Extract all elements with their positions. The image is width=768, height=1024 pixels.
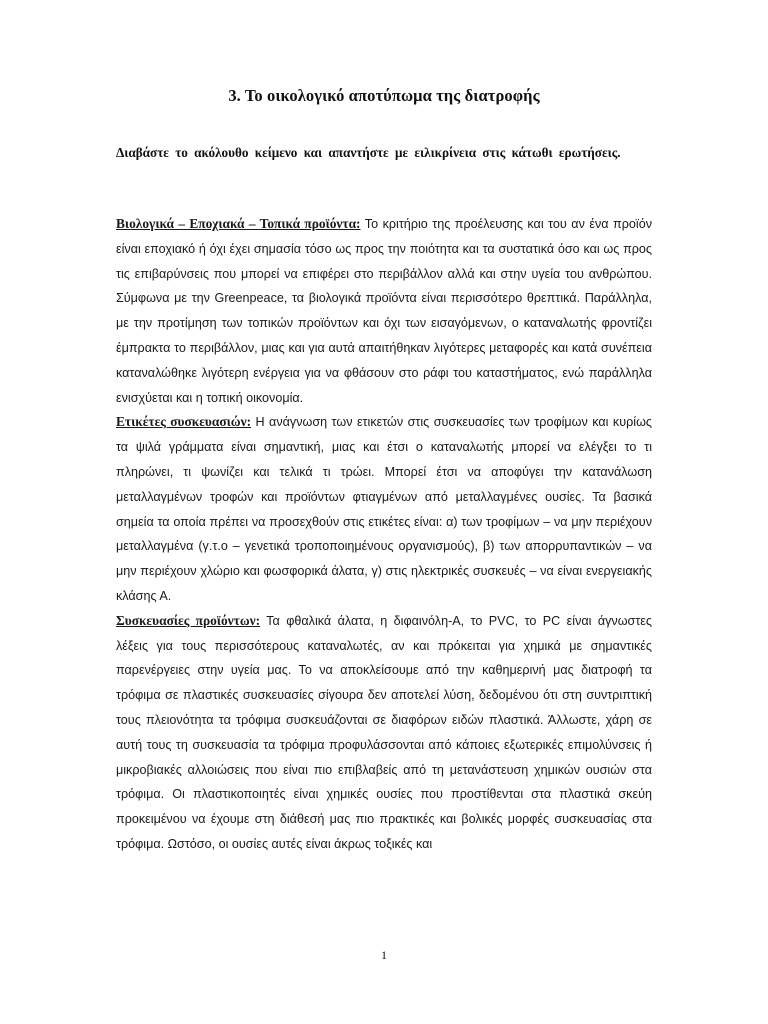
section-organic-products xyxy=(116,212,652,410)
intro-instruction: Διαβάστε το ακόλουθο κείμενο και απαντήστε με ειλικρίνεια στις κάτωθι ερωτήσεις. xyxy=(116,145,621,160)
section-heading: Βιολογικά – Εποχιακά – Τοπικά προϊόντα: xyxy=(116,216,361,231)
section-text: Τα φθαλικά άλατα, η διφαινόλη-Α, το PVC, το PC είναι άγνωστες λέξεις για τους περισσότερους καταναλωτές, αν και πρόκειται για χημικά με σημαντικές παρενέργειες στην υγεία μας. Το να αποκλείσουμε από την καθημερινή μας διατροφή τα τρόφιμα σε πλαστικές συσκευασίες σίγουρα δεν αποτελεί λύση, δεδομένου ότι στη συντριπτική τους πλειονότητα τα τρόφιμα συσκευάζονται σε διαφόρων ειδών πλαστικά. Άλλωστε, χάρη σε αυτή τους τη συσκευασία τα τρόφιμα προφυλάσσονται από κάποιες εξωτερικές επιμολύνσεις ή μικροβιακές αλλοιώσεις που είναι πιο επιβλαβείς από τη μετανάστευση χημικών ουσιών στα τρόφιμα. Οι πλαστικοποιητές είναι χημικές ουσίες που προστίθενται στα πλαστικά σκεύη προκειμένου να έχουμε στη διάθεσή μας πιο πρακτικές και βολικές μορφές συσκευασίας στα τρόφιμα. Ωστόσο, οι ουσίες αυτές είναι άκρως τοξικές και xyxy=(116,613,652,851)
page-title: 3. Το οικολογικό αποτύπωμα της διατροφής xyxy=(228,86,540,105)
section-package-labels xyxy=(116,410,652,608)
section-text: Το κριτήριο της προέλευσης και του αν ένα προϊόν είναι εποχιακό ή όχι έχει σημασία τόσο ως προς την ποιότητα και τα συστατικά όσο και ως προς τις επιβαρύνσεις που μπορεί να επιφέρει στο περιβάλλον αλλά και στην υγεία του ανθρώπου. Σύμφωνα με την Greenpeace, τα βιολογικά προϊόντα είναι περισσότερο θρεπτικά. Παράλληλα, με την προτίμηση των τοπικών προϊόντων και όχι των εισαγόμενων, ο καταναλωτής φροντίζει έμπρακτα το περιβάλλον, μιας και για αυτά απαιτήθηκαν λιγότερες μεταφορές και κατά συνέπεια καταναλώθηκε λιγότερη ενέργεια για να φθάσουν στο ράφι του καταστήματος, ενώ παράλληλα ενισχύεται και η τοπική οικονομία. xyxy=(116,217,653,405)
section-heading: Ετικέτες συσκευασιών: xyxy=(116,414,252,430)
page-number: 1 xyxy=(381,948,387,962)
document-body xyxy=(116,212,652,857)
section-text: Η ανάγνωση των ετικετών στις συσκευασίες των τροφίμων και κυρίως τα ψιλά γράμματα είναι σημαντική, μιας και έτσι ο καταναλωτής μπορεί να ελέγξει το τι πληρώνει, τι ψωνίζει και τελικά τι τρώει. Μπορεί έτσι να αποφύγει την κατανάλωση μεταλλαγμένων τροφών και προϊόντων φτιαγμένων από μεταλλαγμένες ουσίες. Τα βασικά σημεία τα οποία πρέπει να προσεχθούν στις ετικέτες είναι: α) των τροφίμων – να μην περιέχουν μεταλλαγμένα (γ.τ.ο – γενετικά τροποποιημένους οργανισμούς), β) των απορρυπαντικών – να μην περιέχουν χλώριο και φωσφορικά άλατα, γ) στις ηλεκτρικές συσκευές – να είναι ενεργειακής κλάσης Α. xyxy=(116,415,652,603)
section-heading: Συσκευασίες προϊόντων: xyxy=(116,612,261,628)
section-product-packaging xyxy=(116,609,652,857)
